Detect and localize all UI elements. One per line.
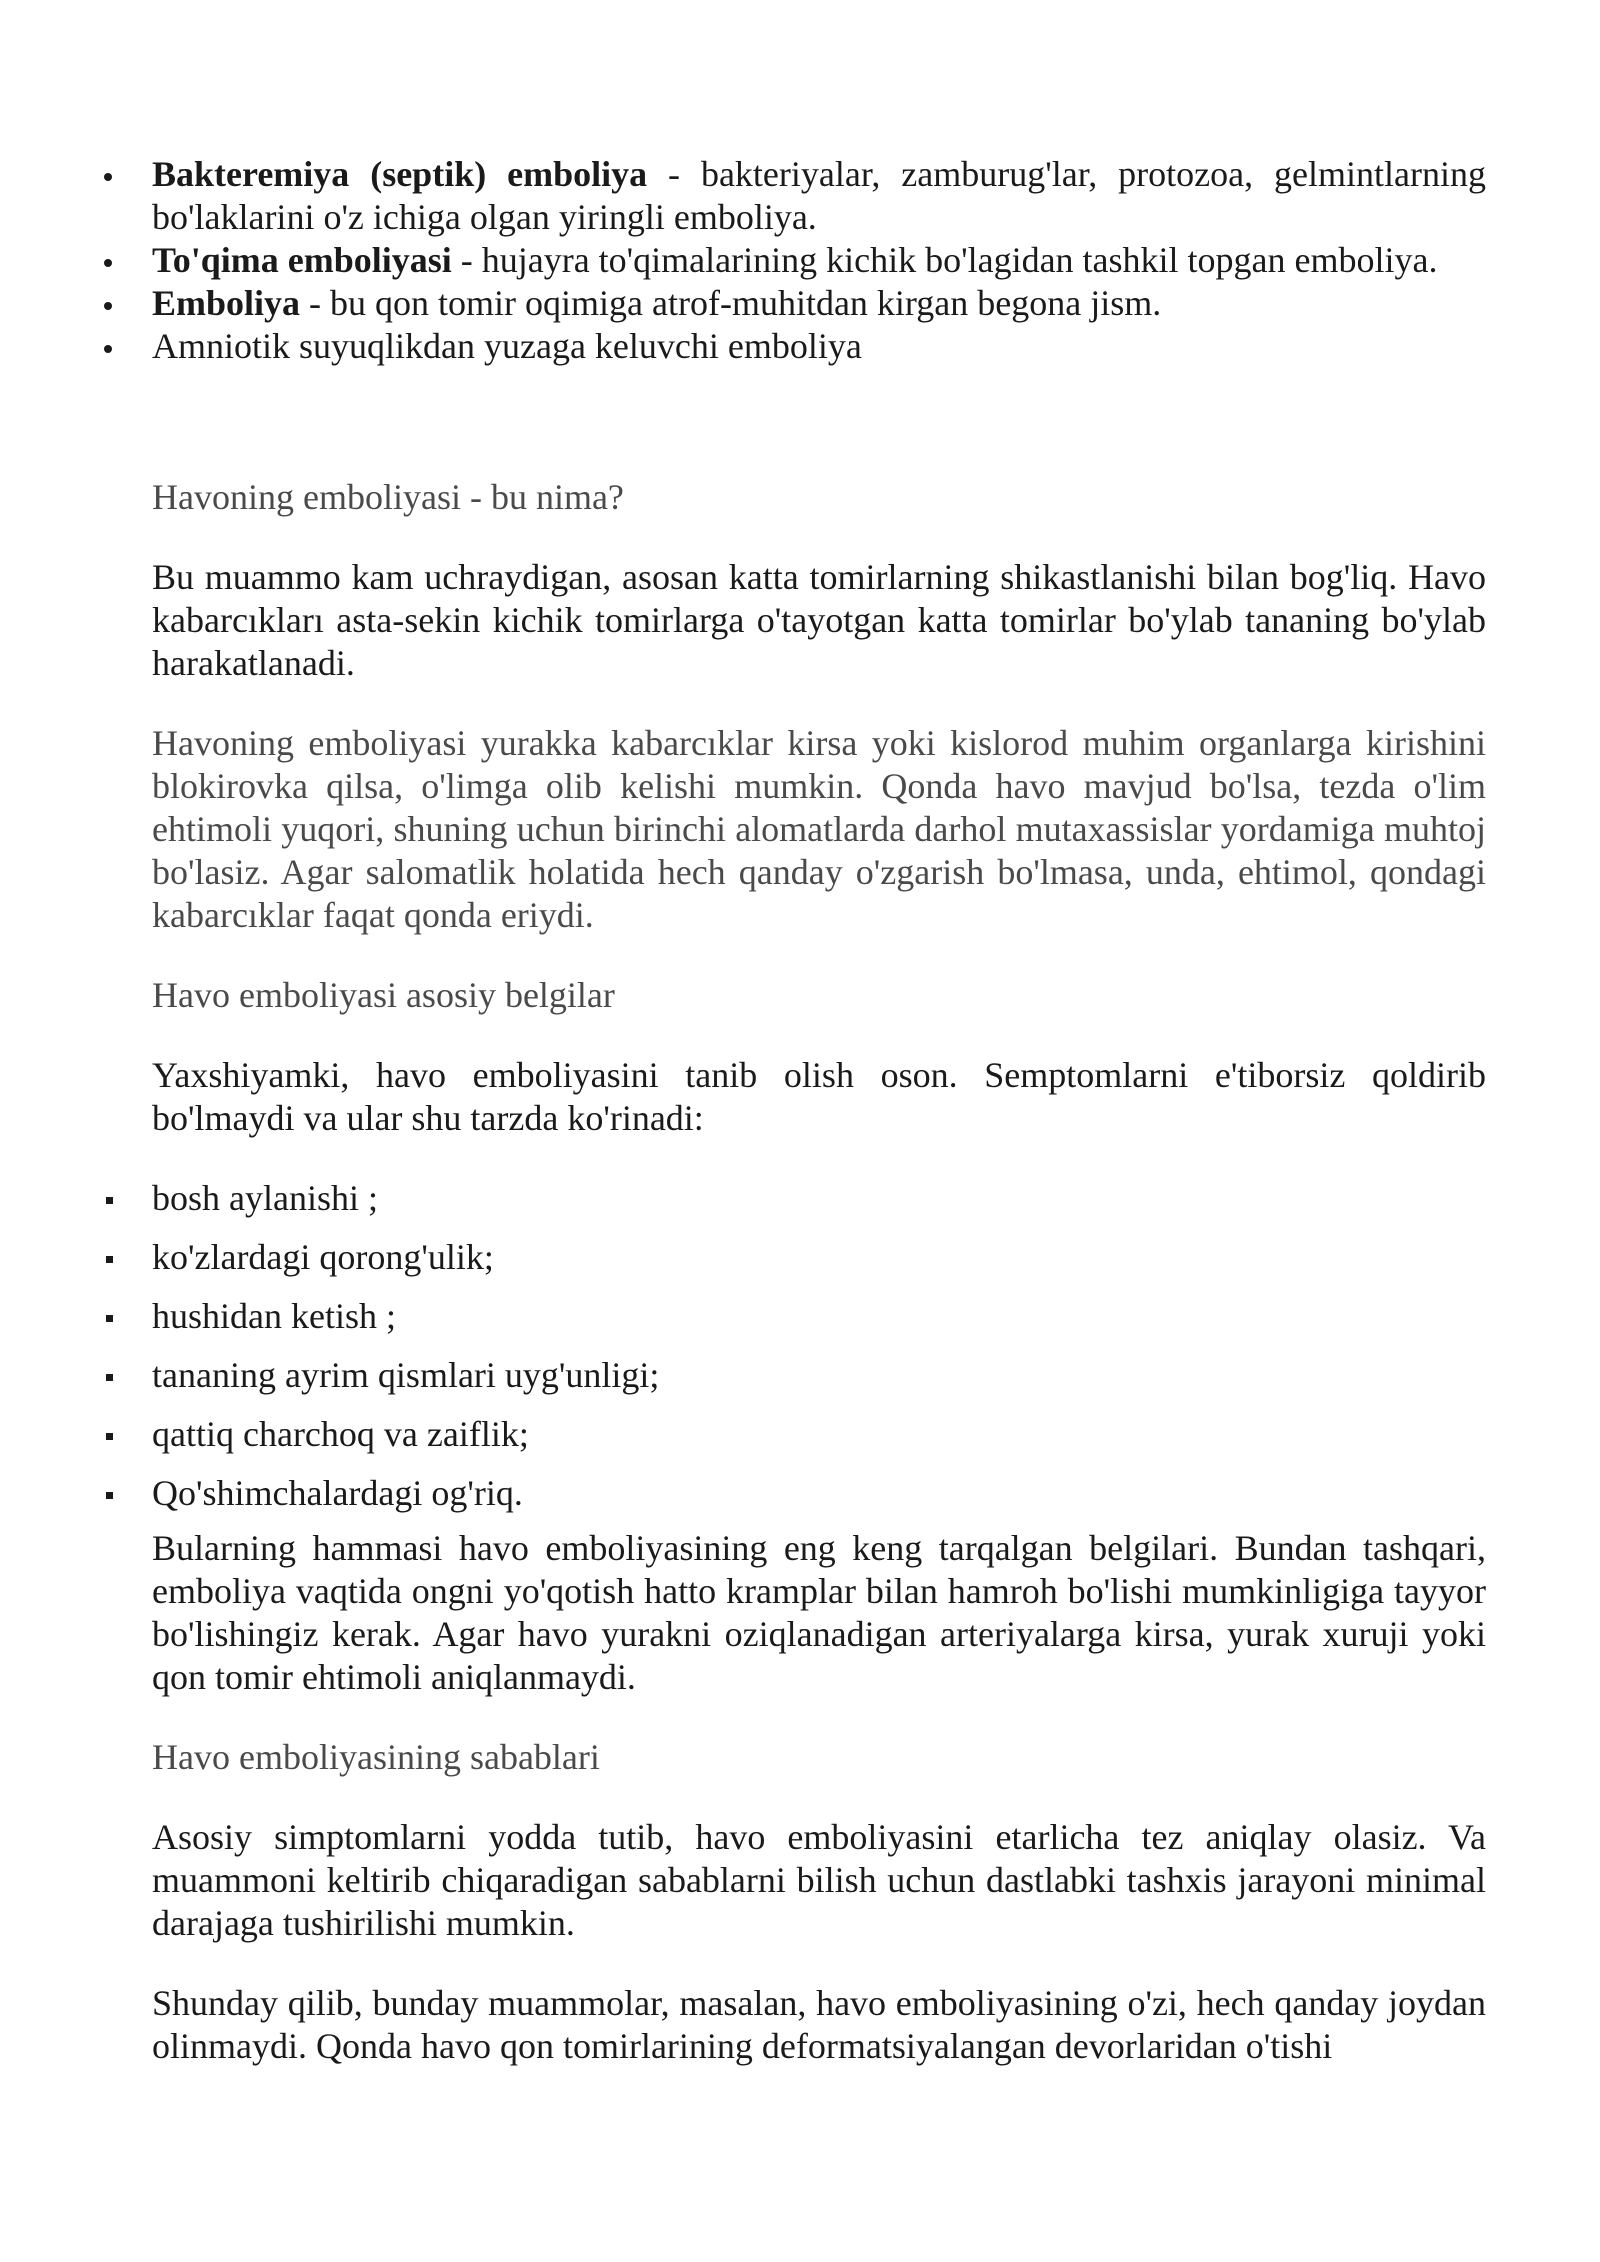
symptom-item: qattiq charchoq va zaiflik; bbox=[152, 1413, 1486, 1456]
list-item-text: - bu qon tomir oqimiga atrof-muhitdan kirgan begona jism. bbox=[300, 283, 1162, 323]
embolism-types-list bbox=[152, 153, 1486, 368]
paragraph: Bularning hammasi havo emboliyasining eng keng tarqalgan belgilari. Bundan tashqari, emboliya vaqtida ongni yo'qotish hatto kramplar bilan hamroh bo'lishi mumkinligiga tayyor bo'lishingiz kerak. Agar havo yurakni oziqlanadigan arteriyalarga kirsa, yurak xuruji yoki qon tomir ehtimoli aniqlanmaydi. bbox=[152, 1528, 1486, 1697]
symptom-item: ko'zlardagi qorong'ulik; bbox=[152, 1236, 1486, 1279]
paragraph: Yaxshiyamki, havo emboliyasini tanib olish oson. Semptomlarni e'tiborsiz qoldirib bo'lmaydi va ular shu tarzda ko'rinadi: bbox=[152, 1055, 1486, 1138]
symptom-item: Qo'shimchalardagi og'riq. bbox=[152, 1472, 1486, 1515]
list-item-term: To'qima emboliyasi bbox=[152, 240, 452, 280]
section-heading-causes: Havo emboliyasining sabablari bbox=[152, 1737, 600, 1777]
paragraph: Bu muammo kam uchraydigan, asosan katta tomirlarning shikastlanishi bilan bog'liq. Havo kabarcıkları asta-sekin kichik tomirlarga o'tayotgan katta tomirlar bo'ylab tananing bo'ylab harakatlanadi. bbox=[152, 557, 1486, 683]
paragraph: Havoning emboliyasi yurakka kabarcıklar kirsa yoki kislorod muhim organlarga kirishini blokirovka qilsa, o'limga olib kelishi mumkin. Qonda havo mavjud bo'lsa, tezda o'lim ehtimoli yuqori, shuning uchun birinchi alomatlarda darhol mutaxassislar yordamiga muhtoj bo'lasiz. Agar salomatlik holatida hech qanday o'zgarish bo'lmasa, unda, ehtimol, qondagi kabarcıklar faqat qonda eriydi. bbox=[152, 723, 1486, 935]
list-item-term: Emboliya bbox=[152, 283, 301, 323]
section-heading-what-is: Havoning emboliyasi - bu nima? bbox=[152, 477, 624, 517]
section-heading-symptoms: Havo emboliyasi asosiy belgilar bbox=[152, 975, 615, 1015]
paragraph: Asosiy simptomlarni yodda tutib, havo emboliyasini etarlicha tez aniqlay olasiz. Va muammoni keltirib chiqaradigan sabablarni bilish uchun dastlabki tashxis jarayoni minimal darajaga tushirilishi mumkin. bbox=[152, 1817, 1486, 1943]
list-item bbox=[152, 239, 1486, 282]
list-item bbox=[152, 325, 1486, 368]
paragraph: Shunday qilib, bunday muammolar, masalan, havo emboliyasining o'zi, hech qanday joydan olinmaydi. Qonda havo qon tomirlarining deformatsiyalangan devorlaridan o'tishi bbox=[152, 1983, 1486, 2066]
list-item bbox=[152, 153, 1486, 239]
document-content bbox=[152, 153, 1486, 2068]
list-item-text: - bakteriyalar, zamburug'lar, protozoa, gelmintlarning bo'laklarini o'z ichiga olgan yiringli emboliya. bbox=[152, 154, 1486, 237]
list-item-text: Amniotik suyuqlikdan yuzaga keluvchi emboliya bbox=[152, 326, 862, 366]
list-item-text: - hujayra to'qimalarining kichik bo'lagidan tashkil topgan emboliya. bbox=[451, 240, 1438, 280]
list-item bbox=[152, 282, 1486, 325]
list-item-term: Bakteremiya (septik) emboliya bbox=[152, 154, 648, 194]
symptoms-list bbox=[152, 1177, 1486, 1515]
symptom-item: tananing ayrim qismlari uyg'unligi; bbox=[152, 1354, 1486, 1397]
symptom-item: hushidan ketish ; bbox=[152, 1295, 1486, 1338]
symptom-item: bosh aylanishi ; bbox=[152, 1177, 1486, 1220]
